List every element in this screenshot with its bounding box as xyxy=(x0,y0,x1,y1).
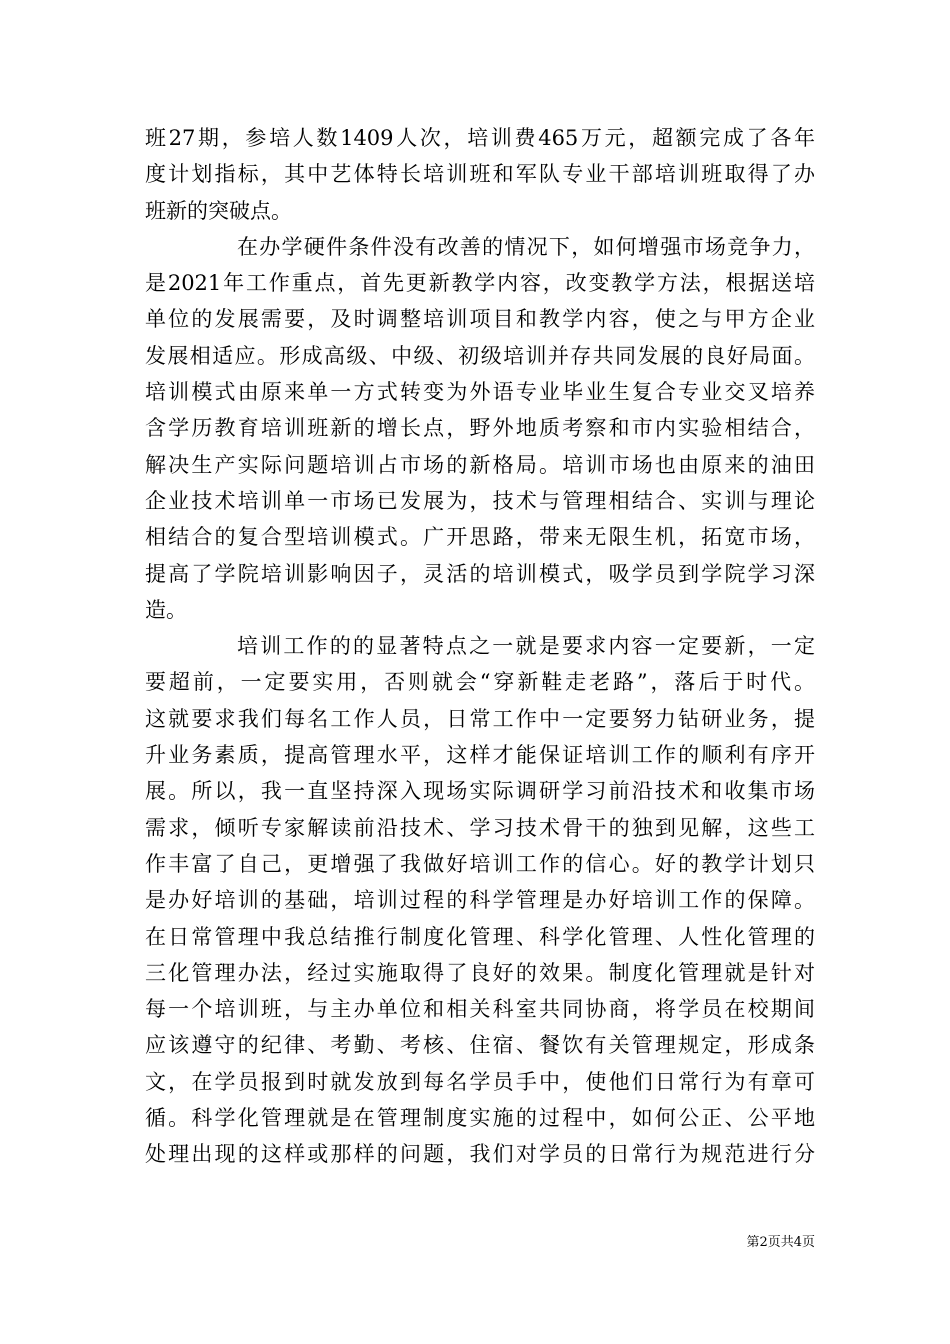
text-line: 企业技术培训单一市场已发展为，技术与管理相结合、实训与理论 xyxy=(145,488,815,513)
text-line: 提高了学院培训影响因子，灵活的培训模式，吸学员到学院学习深 xyxy=(145,561,815,586)
text-line: 三化管理办法，经过实施取得了良好的效果。制度化管理就是针对 xyxy=(145,960,815,985)
text-line: 在日常管理中我总结推行制度化管理、科学化管理、人性化管理的 xyxy=(145,924,815,949)
body-text xyxy=(145,120,815,1173)
text-line: 发展相适应。形成高级、中级、初级培训并存共同发展的良好局面。 xyxy=(145,343,815,368)
text-line: 升业务素质，提高管理水平，这样才能保证培训工作的顺利有序开 xyxy=(145,743,815,768)
text-line: 循。科学化管理就是在管理制度实施的过程中，如何公正、公平地 xyxy=(145,1106,815,1131)
text-line: 相结合的复合型培训模式。广开思路，带来无限生机，拓宽市场， xyxy=(145,525,815,550)
text-line: 培训工作的的显著特点之一就是要求内容一定要新，一定 xyxy=(237,634,815,659)
text-line: 需求，倾听专家解读前沿技术、学习技术骨干的独到见解，这些工 xyxy=(145,815,815,840)
text-line: 造。 xyxy=(145,597,187,622)
page-number-footer: 第2页共4页 xyxy=(746,1235,815,1250)
text-line: 班新的突破点。 xyxy=(145,198,292,223)
text-line: 应该遵守的纪律、考勤、考核、住宿、餐饮有关管理规定，形成条 xyxy=(145,1033,815,1058)
text-line: 培训模式由原来单一方式转变为外语专业毕业生复合专业交叉培养 xyxy=(145,380,815,405)
text-line: 在办学硬件条件没有改善的情况下，如何增强市场竞争力， xyxy=(237,234,815,259)
text-line: 是办好培训的基础，培训过程的科学管理是办好培训工作的保障。 xyxy=(145,888,815,913)
text-line: 含学历教育培训班新的增长点，野外地质考察和市内实验相结合， xyxy=(145,416,815,441)
text-line: 作丰富了自己，更增强了我做好培训工作的信心。好的教学计划只 xyxy=(145,851,815,876)
text-line: 解决生产实际问题培训占市场的新格局。培训市场也由原来的油田 xyxy=(145,452,815,477)
text-line: 展。所以，我一直坚持深入现场实际调研学习前沿技术和收集市场 xyxy=(145,779,815,804)
text-line: 是2021年工作重点，首先更新教学内容，改变教学方法，根据送培 xyxy=(145,271,815,296)
text-line: 文，在学员报到时就发放到每名学员手中，使他们日常行为有章可 xyxy=(145,1069,815,1094)
paragraph-1 xyxy=(145,120,815,229)
text-line: 单位的发展需要，及时调整培训项目和教学内容，使之与甲方企业 xyxy=(145,307,815,332)
paragraph-3 xyxy=(145,628,815,1172)
text-line: 度计划指标，其中艺体特长培训班和军队专业干部培训班取得了办 xyxy=(145,162,815,187)
text-line: 处理出现的这样或那样的问题，我们对学员的日常行为规范进行分 xyxy=(145,1142,815,1167)
text-line: 班27期，参培人数1409人次，培训费465万元，超额完成了各年 xyxy=(145,126,815,150)
text-line: 要超前，一定要实用，否则就会“穿新鞋走老路”，落后于时代。 xyxy=(145,670,815,695)
text-line: 这就要求我们每名工作人员，日常工作中一定要努力钻研业务，提 xyxy=(145,706,815,731)
paragraph-2 xyxy=(145,229,815,628)
text-line: 每一个培训班，与主办单位和相关科室共同协商，将学员在校期间 xyxy=(145,997,815,1022)
